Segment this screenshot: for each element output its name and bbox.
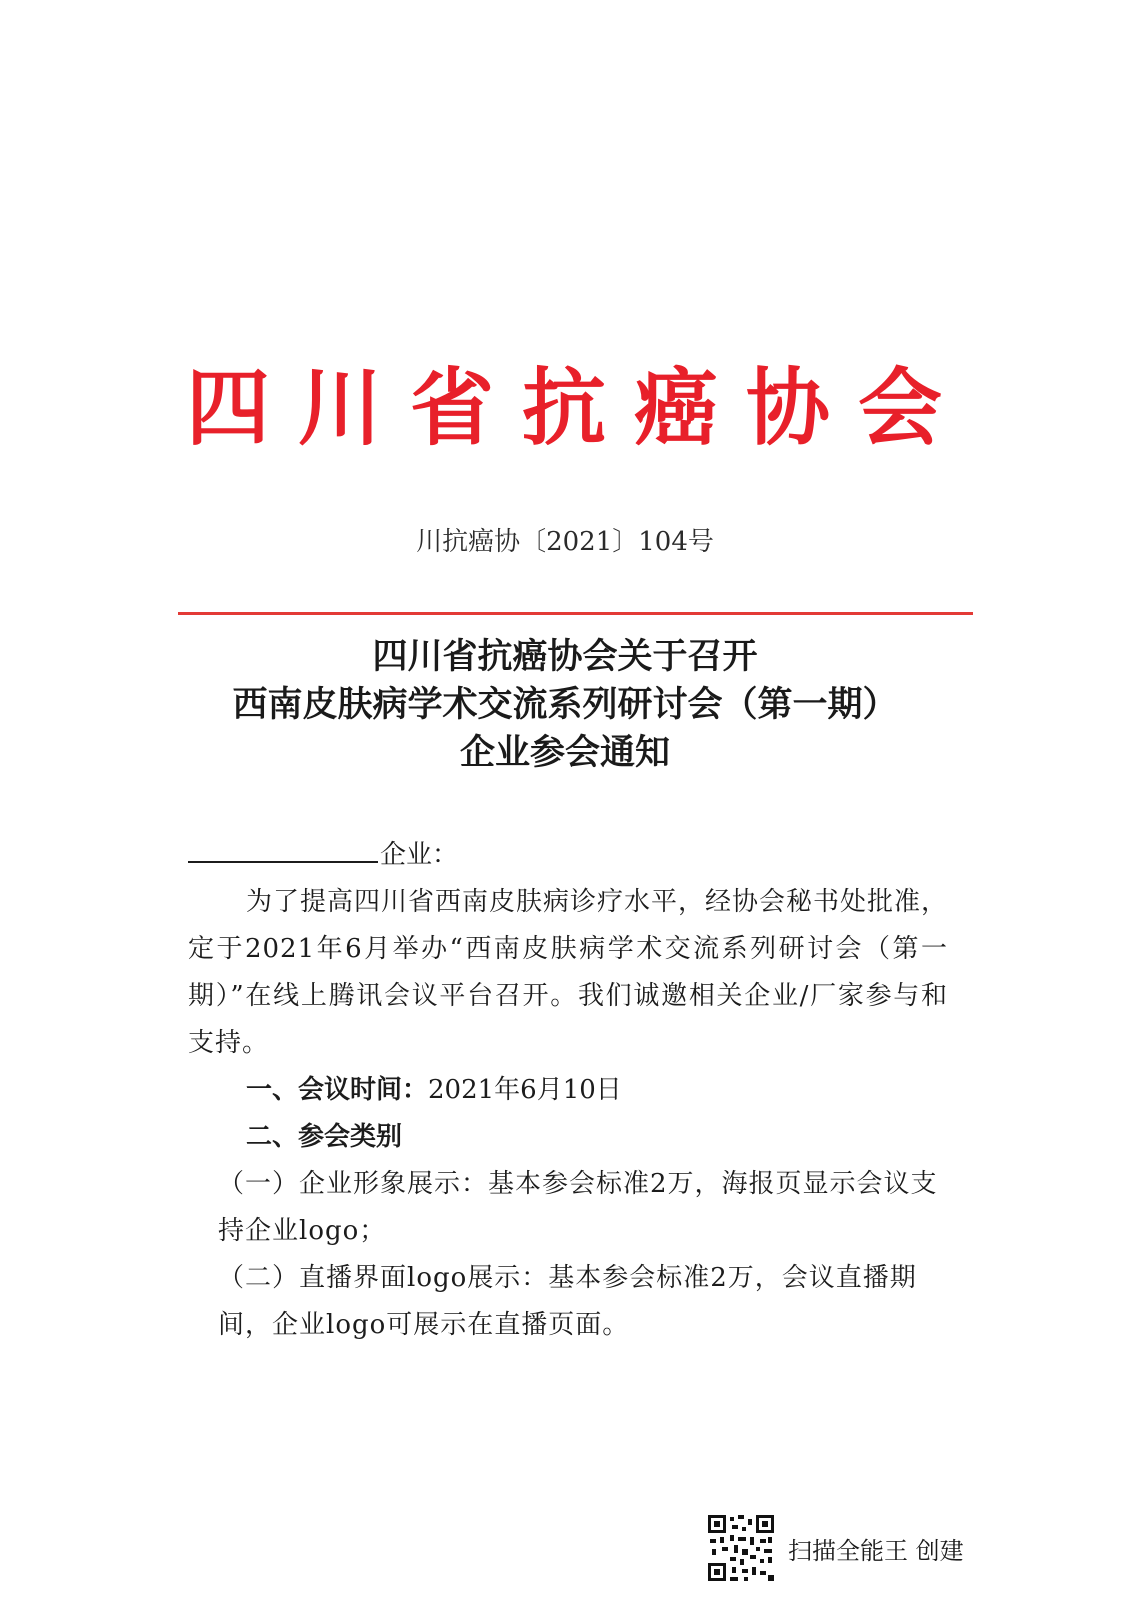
category-item-2: （二）直播界面logo展示：基本参会标准2万，会议直播期间，企业logo可展示在直播页面。 (218, 1263, 917, 1340)
salutation (188, 832, 948, 879)
notice-body (188, 832, 948, 1349)
notice-title-line-1: 四川省抗癌协会关于召开 (372, 637, 758, 677)
salutation-blank-line (188, 861, 378, 863)
notice-title-line-3: 企业参会通知 (459, 733, 670, 773)
category-item-1: （一）企业形象展示：基本参会标准2万，海报页显示会议支持企业logo； (218, 1169, 938, 1246)
letterhead-divider (178, 612, 973, 615)
letterhead-org-name: 四川省抗癌协会 (186, 359, 971, 457)
scanner-watermark (706, 1510, 964, 1586)
category-heading: 二、参会类别 (246, 1122, 403, 1152)
scanner-watermark-text: 扫描全能王 创建 (788, 1536, 964, 1565)
document-number: 川抗癌协〔2021〕104号 (416, 527, 714, 557)
salutation-text: 企业： (380, 840, 459, 870)
meeting-time-value: 2021年6月10日 (428, 1075, 622, 1105)
notice-title-line-2: 西南皮肤病学术交流系列研讨会（第一期） (232, 685, 898, 725)
notice-title (0, 633, 1130, 777)
meeting-time-line (188, 1067, 948, 1114)
qr-code-icon (706, 1513, 776, 1583)
meeting-time-label: 一、会议时间： (246, 1075, 429, 1105)
intro-paragraph: 为了提高四川省西南皮肤病诊疗水平，经协会秘书处批准，定于2021年6月举办“西南皮肤病学术交流系列研讨会（第一期）”在线上腾讯会议平台召开。我们诚邀相关企业/厂家参与和支持。 (188, 887, 949, 1058)
